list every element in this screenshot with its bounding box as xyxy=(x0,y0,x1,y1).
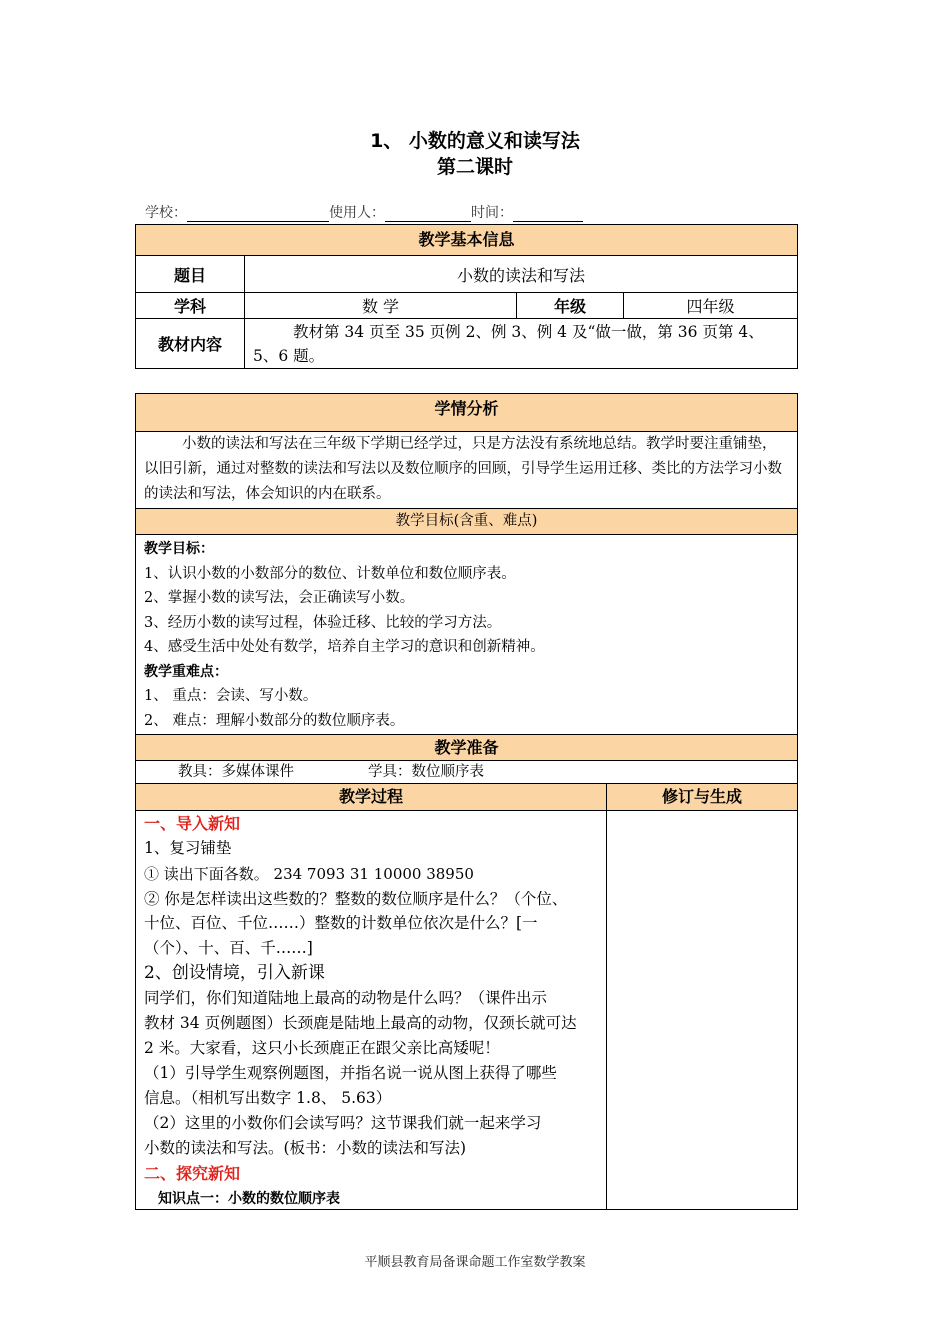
process-line: ① 读出下面各数。 234 7093 31 10000 38950 xyxy=(144,864,474,883)
process-line: （1）引导学生观察例题图，并指名说一说从图上获得了哪些 xyxy=(144,1064,557,1082)
time-blank xyxy=(513,206,583,222)
grade-value: 四年级 xyxy=(624,293,797,319)
process-line: 小数的读法和写法。(板书：小数的读法和写法) xyxy=(144,1139,467,1157)
analysis-text: 小数的读法和写法在三年级下学期已经学过，只是方法没有系统地总结。教学时要注重铺垫，以旧引新，通过对整数的读法和写法以及数位顺序的回顾，引导学生运用迁移、类比的方法学习小数的读法和写法，体会知识的内在联系。 xyxy=(136,432,797,509)
subject-label: 学科 xyxy=(136,293,245,319)
key-points-title: 教学重难点： xyxy=(144,663,228,680)
prep-body xyxy=(136,761,797,784)
goals-title: 教学目标： xyxy=(144,541,214,557)
topic-label: 题目 xyxy=(136,256,245,293)
process-line: 信息。（相机写出数字 1.8、 5.63） xyxy=(144,1089,392,1107)
process-line: 教材 34 页例题图）长颈鹿是陆地上最高的动物，仅颈长就可达 xyxy=(144,1014,577,1032)
content-label: 教材内容 xyxy=(136,319,245,368)
school-gap xyxy=(247,206,329,222)
subject-value: 数 学 xyxy=(245,293,517,319)
content-value: 教材第 34 页至 35 页例 2、例 3、例 4 及“做一做，第 36 页第 4、5、6 题。 xyxy=(253,323,764,365)
meta-line xyxy=(145,202,583,222)
page-footer: 平顺县教育局备课命题工作室数学教案 xyxy=(364,1255,586,1270)
knowledge-point-title: 知识点一：小数的数位顺序表 xyxy=(158,1191,340,1207)
topic-value: 小数的读法和写法 xyxy=(245,256,797,293)
process-line: 同学们，你们知道陆地上最高的动物是什么吗？（课件出示 xyxy=(144,989,548,1007)
section-explore: 二、探究新知 xyxy=(144,1164,241,1183)
doc-subtitle: 第二课时 xyxy=(436,156,513,178)
student-tools: 学具：数位顺序表 xyxy=(368,764,484,780)
process-line: 2 米。大家看，这只小长颈鹿正在跟父亲比高矮呢！ xyxy=(144,1039,500,1057)
user-blank xyxy=(385,206,471,222)
goal-item: 3、经历小数的读写过程，体验迁移、比较的学习方法。 xyxy=(144,614,502,631)
process-sub: 2、创设情境，引入新课 xyxy=(144,963,325,983)
grade-label: 年级 xyxy=(517,293,624,319)
basic-info-table xyxy=(135,224,798,369)
plan-table xyxy=(135,393,798,1210)
school-blank xyxy=(187,206,247,222)
analysis-header: 学情分析 xyxy=(136,394,797,432)
doc-title: 1、 小数的意义和读写法 xyxy=(370,130,580,152)
process-line: 1、复习铺垫 xyxy=(144,839,232,857)
process-body xyxy=(136,811,797,1209)
process-content xyxy=(136,811,606,1211)
key-point-item: 1、 重点：会读、写小数。 xyxy=(144,688,318,704)
process-header-row xyxy=(136,784,797,811)
column-divider xyxy=(606,811,607,1209)
time-label: 时间： xyxy=(471,205,513,221)
section-intro: 一、导入新知 xyxy=(144,814,241,833)
process-header: 教学过程 xyxy=(136,784,607,810)
process-line: ② 你是怎样读出这些数的？整数的数位顺序是什么？（个位、 xyxy=(144,889,568,908)
key-point-item: 2、 难点：理解小数部分的数位顺序表。 xyxy=(144,712,405,729)
revision-header: 修订与生成 xyxy=(607,784,797,810)
goals-body xyxy=(136,535,797,735)
prep-header: 教学准备 xyxy=(136,735,797,761)
goal-item: 2、掌握小数的读写法，会正确读写小数。 xyxy=(144,590,415,606)
process-line: 十位、百位、千位……）整数的计数单位依次是什么？[一 xyxy=(144,914,538,932)
school-label: 学校： xyxy=(145,205,187,221)
goal-item: 4、感受生活中处处有数学，培养自主学习的意识和创新精神。 xyxy=(144,639,545,655)
teacher-tools: 教具：多媒体课件 xyxy=(178,764,294,780)
goals-header: 教学目标(含重、难点) xyxy=(136,509,797,535)
user-label: 使用人： xyxy=(329,205,385,221)
process-line: （个）、十、百、千……] xyxy=(144,938,313,957)
process-line: （2）这里的小数你们会读写吗？这节课我们就一起来学习 xyxy=(144,1114,542,1132)
goal-item: 1、认识小数的小数部分的数位、计数单位和数位顺序表。 xyxy=(144,565,516,582)
basic-info-header: 教学基本信息 xyxy=(136,225,797,256)
